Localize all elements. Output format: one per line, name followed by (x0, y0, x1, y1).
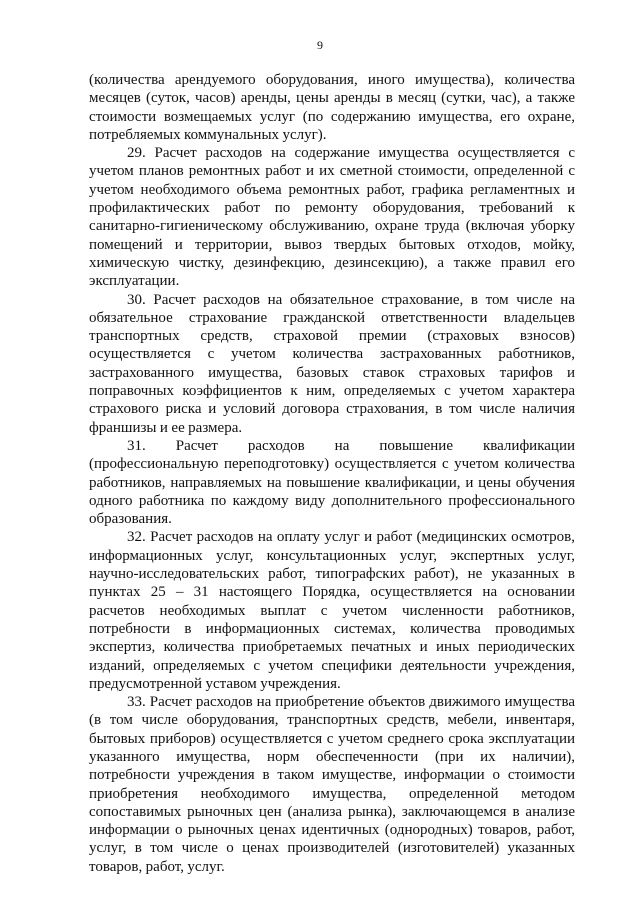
paragraph-31: 31. Расчет расходов на повышение квалификации (профессиональную переподготовку) осуществляется с учетом количества работников, направляемых на повышение квалификации, и цены обучения одного работника по каждому виду дополнительного профессионального образования. (89, 437, 575, 528)
document-body (89, 71, 575, 876)
paragraph-28-continuation: (количества арендуемого оборудования, иного имущества), количества месяцев (суток, часов) аренды, цены аренды в месяц (сутки, час), а также стоимости возмещаемых услуг (по содержанию имущества, его охране, потребляемых коммунальных услуг). (89, 72, 575, 143)
paragraph-30: 30. Расчет расходов на обязательное страхование, в том числе на обязательное страхование гражданской ответственности владельцев транспортных средств, страховой премии (страховых взносов) осуществляется с учетом количества застрахованных работников, застрахованного имущества, базовых ставок страховых тарифов и поправочных коэффициентов к ним, определяемых с учетом характера страхового риска и условий договора страхования, в том числе наличия франшизы и ее размера. (89, 291, 575, 436)
paragraph-29: 29. Расчет расходов на содержание имущества осуществляется с учетом планов ремонтных работ и их сметной стоимости, определенной с учетом необходимого объема ремонтных работ, графика регламентных и профилактических работ по ремонту оборудования, требований к санитарно-гигиеническому обслуживанию, охране труда (включая уборку помещений и территории, вывоз твердых бытовых отходов, мойку, химическую чистку, дезинфекцию, дезинсекцию), а также правил его эксплуатации. (89, 145, 575, 290)
page-number: 9 (317, 38, 323, 52)
paragraph-33: 33. Расчет расходов на приобретение объектов движимого имущества (в том числе оборудования, транспортных средств, мебели, инвентаря, бытовых приборов) осуществляется с учетом среднего срока эксплуатации указанного имущества, норм обеспеченности (при их наличии), потребности учреждения в таком имуществе, информации о стоимости приобретения необходимого имущества, определенной методом сопоставимых рыночных цен (анализа рынка), заключающемся в анализе информации о рыночных ценах идентичных (однородных) товаров, работ, услуг, в том числе о ценах производителей (изготовителей) указанных товаров, работ, услуг. (89, 694, 575, 875)
paragraph-32: 32. Расчет расходов на оплату услуг и работ (медицинских осмотров, информационных услуг, консультационных услуг, экспертных услуг, научно-исследовательских работ, типографских работ), не указанных в пунктах 25 – 31 настоящего Порядка, осуществляется на основании расчетов необходимых выплат с учетом численности работников, потребности в информационных системах, количества проводимых экспертиз, количества приобретаемых печатных и иных периодических изданий, определяемых с учетом специфики деятельности учреждения, предусмотренной уставом учреждения. (89, 529, 575, 692)
